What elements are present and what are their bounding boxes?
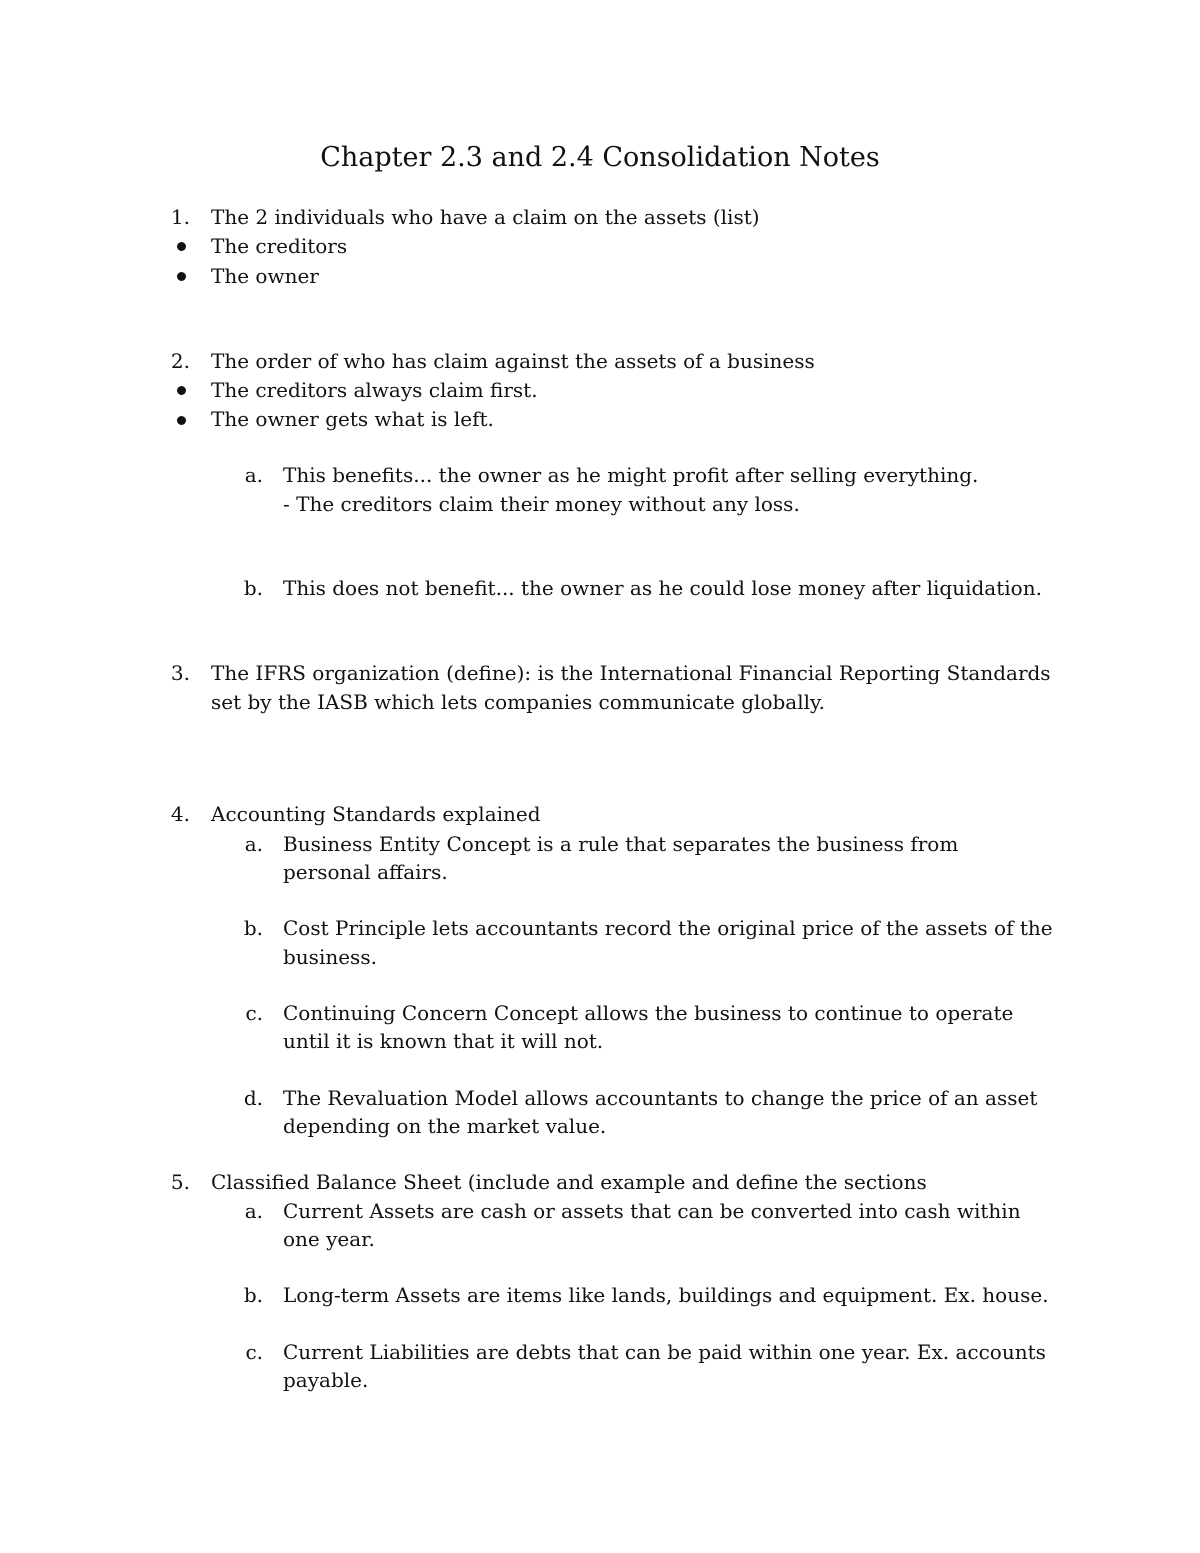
- q4-item-letter: a.: [244, 832, 263, 856]
- q2-bullet-2: The owner gets what is left.: [211, 407, 494, 431]
- q4-item-line-2: until it is known that it will not.: [283, 1029, 604, 1053]
- q4-item-letter: c.: [245, 1001, 263, 1025]
- bullet-icon: [177, 272, 186, 281]
- q3-line-1: The IFRS organization (define): is the International Financial Reporting Standards: [211, 661, 1051, 685]
- q2a-line-2: - The creditors claim their money without any loss.: [283, 492, 800, 516]
- q5-item-line-1: Long-term Assets are items like lands, buildings and equipment. Ex. house.: [283, 1283, 1049, 1307]
- q2-number: 2.: [170, 349, 190, 373]
- q4-item-letter: d.: [243, 1086, 263, 1110]
- q5-item-letter: b.: [243, 1283, 263, 1307]
- q4-item-line-2: personal affairs.: [283, 860, 448, 884]
- q4-text: Accounting Standards explained: [211, 802, 541, 826]
- page-title: Chapter 2.3 and 2.4 Consolidation Notes: [320, 142, 880, 173]
- q1-number: 1.: [170, 205, 190, 229]
- q4-item-letter: b.: [243, 916, 263, 940]
- q5-item-line-2: one year.: [283, 1227, 375, 1251]
- q1-bullet-1: The creditors: [211, 234, 348, 258]
- bullet-icon: [177, 242, 186, 251]
- q3-line-2: set by the IASB which lets companies communicate globally.: [211, 690, 826, 714]
- bullet-icon: [177, 416, 186, 425]
- q2-text: The order of who has claim against the assets of a business: [211, 349, 815, 373]
- q2a-letter: a.: [244, 463, 263, 487]
- q2b-line-1: This does not benefit... the owner as he could lose money after liquidation.: [283, 576, 1042, 600]
- q5-number: 5.: [170, 1170, 190, 1194]
- q4-item-line-2: depending on the market value.: [283, 1114, 607, 1138]
- q5-item-letter: a.: [244, 1199, 263, 1223]
- q1-text: The 2 individuals who have a claim on the assets (list): [211, 205, 760, 229]
- q4-number: 4.: [170, 802, 190, 826]
- q4-item-line-1: Business Entity Concept is a rule that separates the business from: [283, 832, 959, 856]
- q4-item-line-1: Continuing Concern Concept allows the business to continue to operate: [283, 1001, 1014, 1025]
- q2-bullet-1: The creditors always claim first.: [211, 378, 538, 402]
- q5-item-line-1: Current Assets are cash or assets that can be converted into cash within: [283, 1199, 1021, 1223]
- q5-item-line-2: payable.: [283, 1368, 369, 1392]
- q5-text: Classified Balance Sheet (include and example and define the sections: [211, 1170, 927, 1194]
- q4-item-line-1: Cost Principle lets accountants record the original price of the assets of the: [283, 916, 1053, 940]
- q2b-letter: b.: [243, 576, 263, 600]
- q5-item-line-1: Current Liabilities are debts that can be paid within one year. Ex. accounts: [283, 1340, 1046, 1364]
- bullet-icon: [177, 386, 186, 395]
- q2a-line-1: This benefits... the owner as he might profit after selling everything.: [283, 463, 979, 487]
- q3-number: 3.: [170, 661, 190, 685]
- q1-bullet-2: The owner: [211, 264, 319, 288]
- q4-item-line-1: The Revaluation Model allows accountants to change the price of an asset: [283, 1086, 1038, 1110]
- q5-item-letter: c.: [245, 1340, 263, 1364]
- q4-item-line-2: business.: [283, 945, 377, 969]
